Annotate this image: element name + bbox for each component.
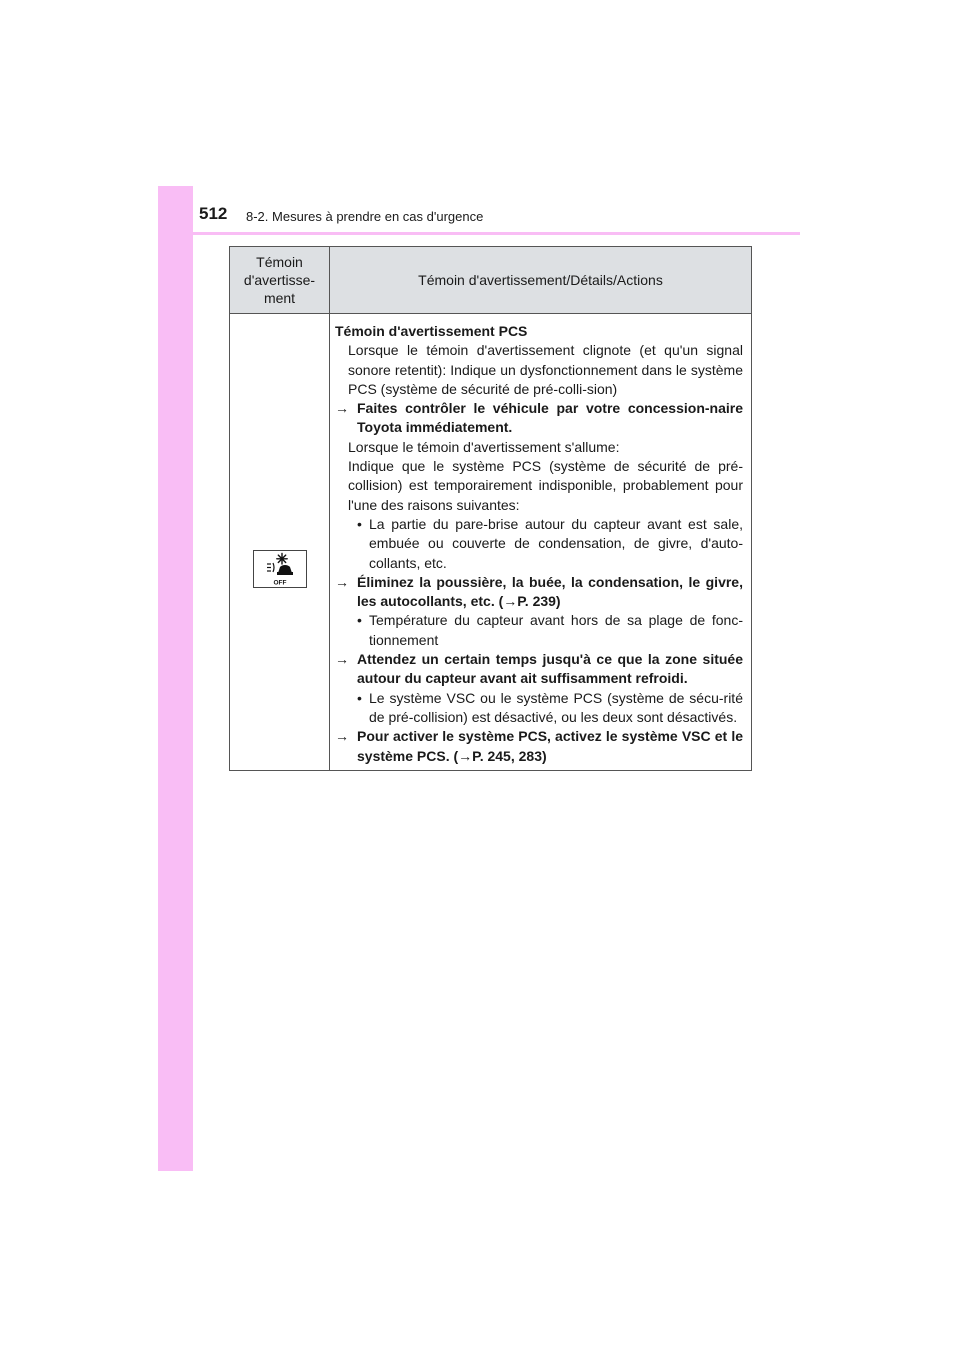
icon-cell [230, 314, 330, 771]
chapter-side-band [158, 186, 193, 1171]
action-item: → Attendez un certain temps jusqu'à ce que la zone située autour du capteur avant ait suffisamment refroidi. [335, 651, 743, 687]
col-warning-light-header: Témoin d'avertisse-ment [230, 247, 330, 314]
bullet-icon: • [357, 612, 362, 629]
details-cell [330, 314, 752, 771]
action-item: → Pour activer le système PCS, activez le système VSC et le système PCS. (→P. 245, 283) [335, 728, 743, 764]
section-title: 8-2. Mesures à prendre en cas d'urgence [246, 209, 484, 224]
warning-light-table [229, 246, 752, 771]
list-item: • Le système VSC ou le système PCS (système de sécu-rité de pré-collision) est désactivé, ou les deux sont désactivés. [357, 689, 743, 725]
arrow-icon: → [335, 728, 349, 745]
page-reference[interactable]: P. 239) [517, 593, 561, 610]
arrow-icon: → [458, 747, 473, 764]
action-item: → Faites contrôler le véhicule par votre concession-naire Toyota immédiatement. [335, 400, 743, 436]
svg-text:OFF: OFF [273, 579, 286, 587]
page-number: 512 [199, 204, 228, 223]
list-item: • La partie du pare-brise autour du capteur avant est sale, embuée ou couverte de condensation, de givre, d'auto-collants, etc. [357, 515, 743, 571]
page-reference[interactable]: P. 245, 283) [472, 747, 547, 764]
paragraph: Indique que le système PCS (système de sécurité de pré-collision) est temporairement indisponible, probablement pour l'une des raisons suivantes: [348, 458, 743, 513]
arrow-icon: → [335, 651, 349, 668]
paragraph: Lorsque le témoin d'avertissement clignote (et qu'un signal sonore retentit): Indique un dysfonctionnement dans le système PCS (système de sécurité de pré-colli-sion) [348, 342, 743, 397]
header-rule [158, 232, 800, 235]
pcs-off-warning-icon [253, 550, 307, 588]
bullet-icon: • [357, 515, 362, 532]
arrow-icon: → [335, 400, 349, 417]
warning-title: Témoin d'avertissement PCS [335, 323, 528, 339]
table-row [230, 314, 752, 771]
table-header-row [230, 247, 752, 314]
arrow-icon: → [335, 573, 349, 590]
paragraph: Lorsque le témoin d'avertissement s'allume: [348, 438, 620, 455]
action-item: → Éliminez la poussière, la buée, la condensation, le givre, les autocollants, etc. (→P. 239) [335, 573, 743, 610]
bullet-icon: • [357, 689, 362, 706]
list-item: • Température du capteur avant hors de sa plage de fonc-tionnement [357, 612, 743, 648]
col-details-header: Témoin d'avertissement/Détails/Actions [330, 247, 752, 314]
arrow-icon: → [503, 593, 518, 610]
